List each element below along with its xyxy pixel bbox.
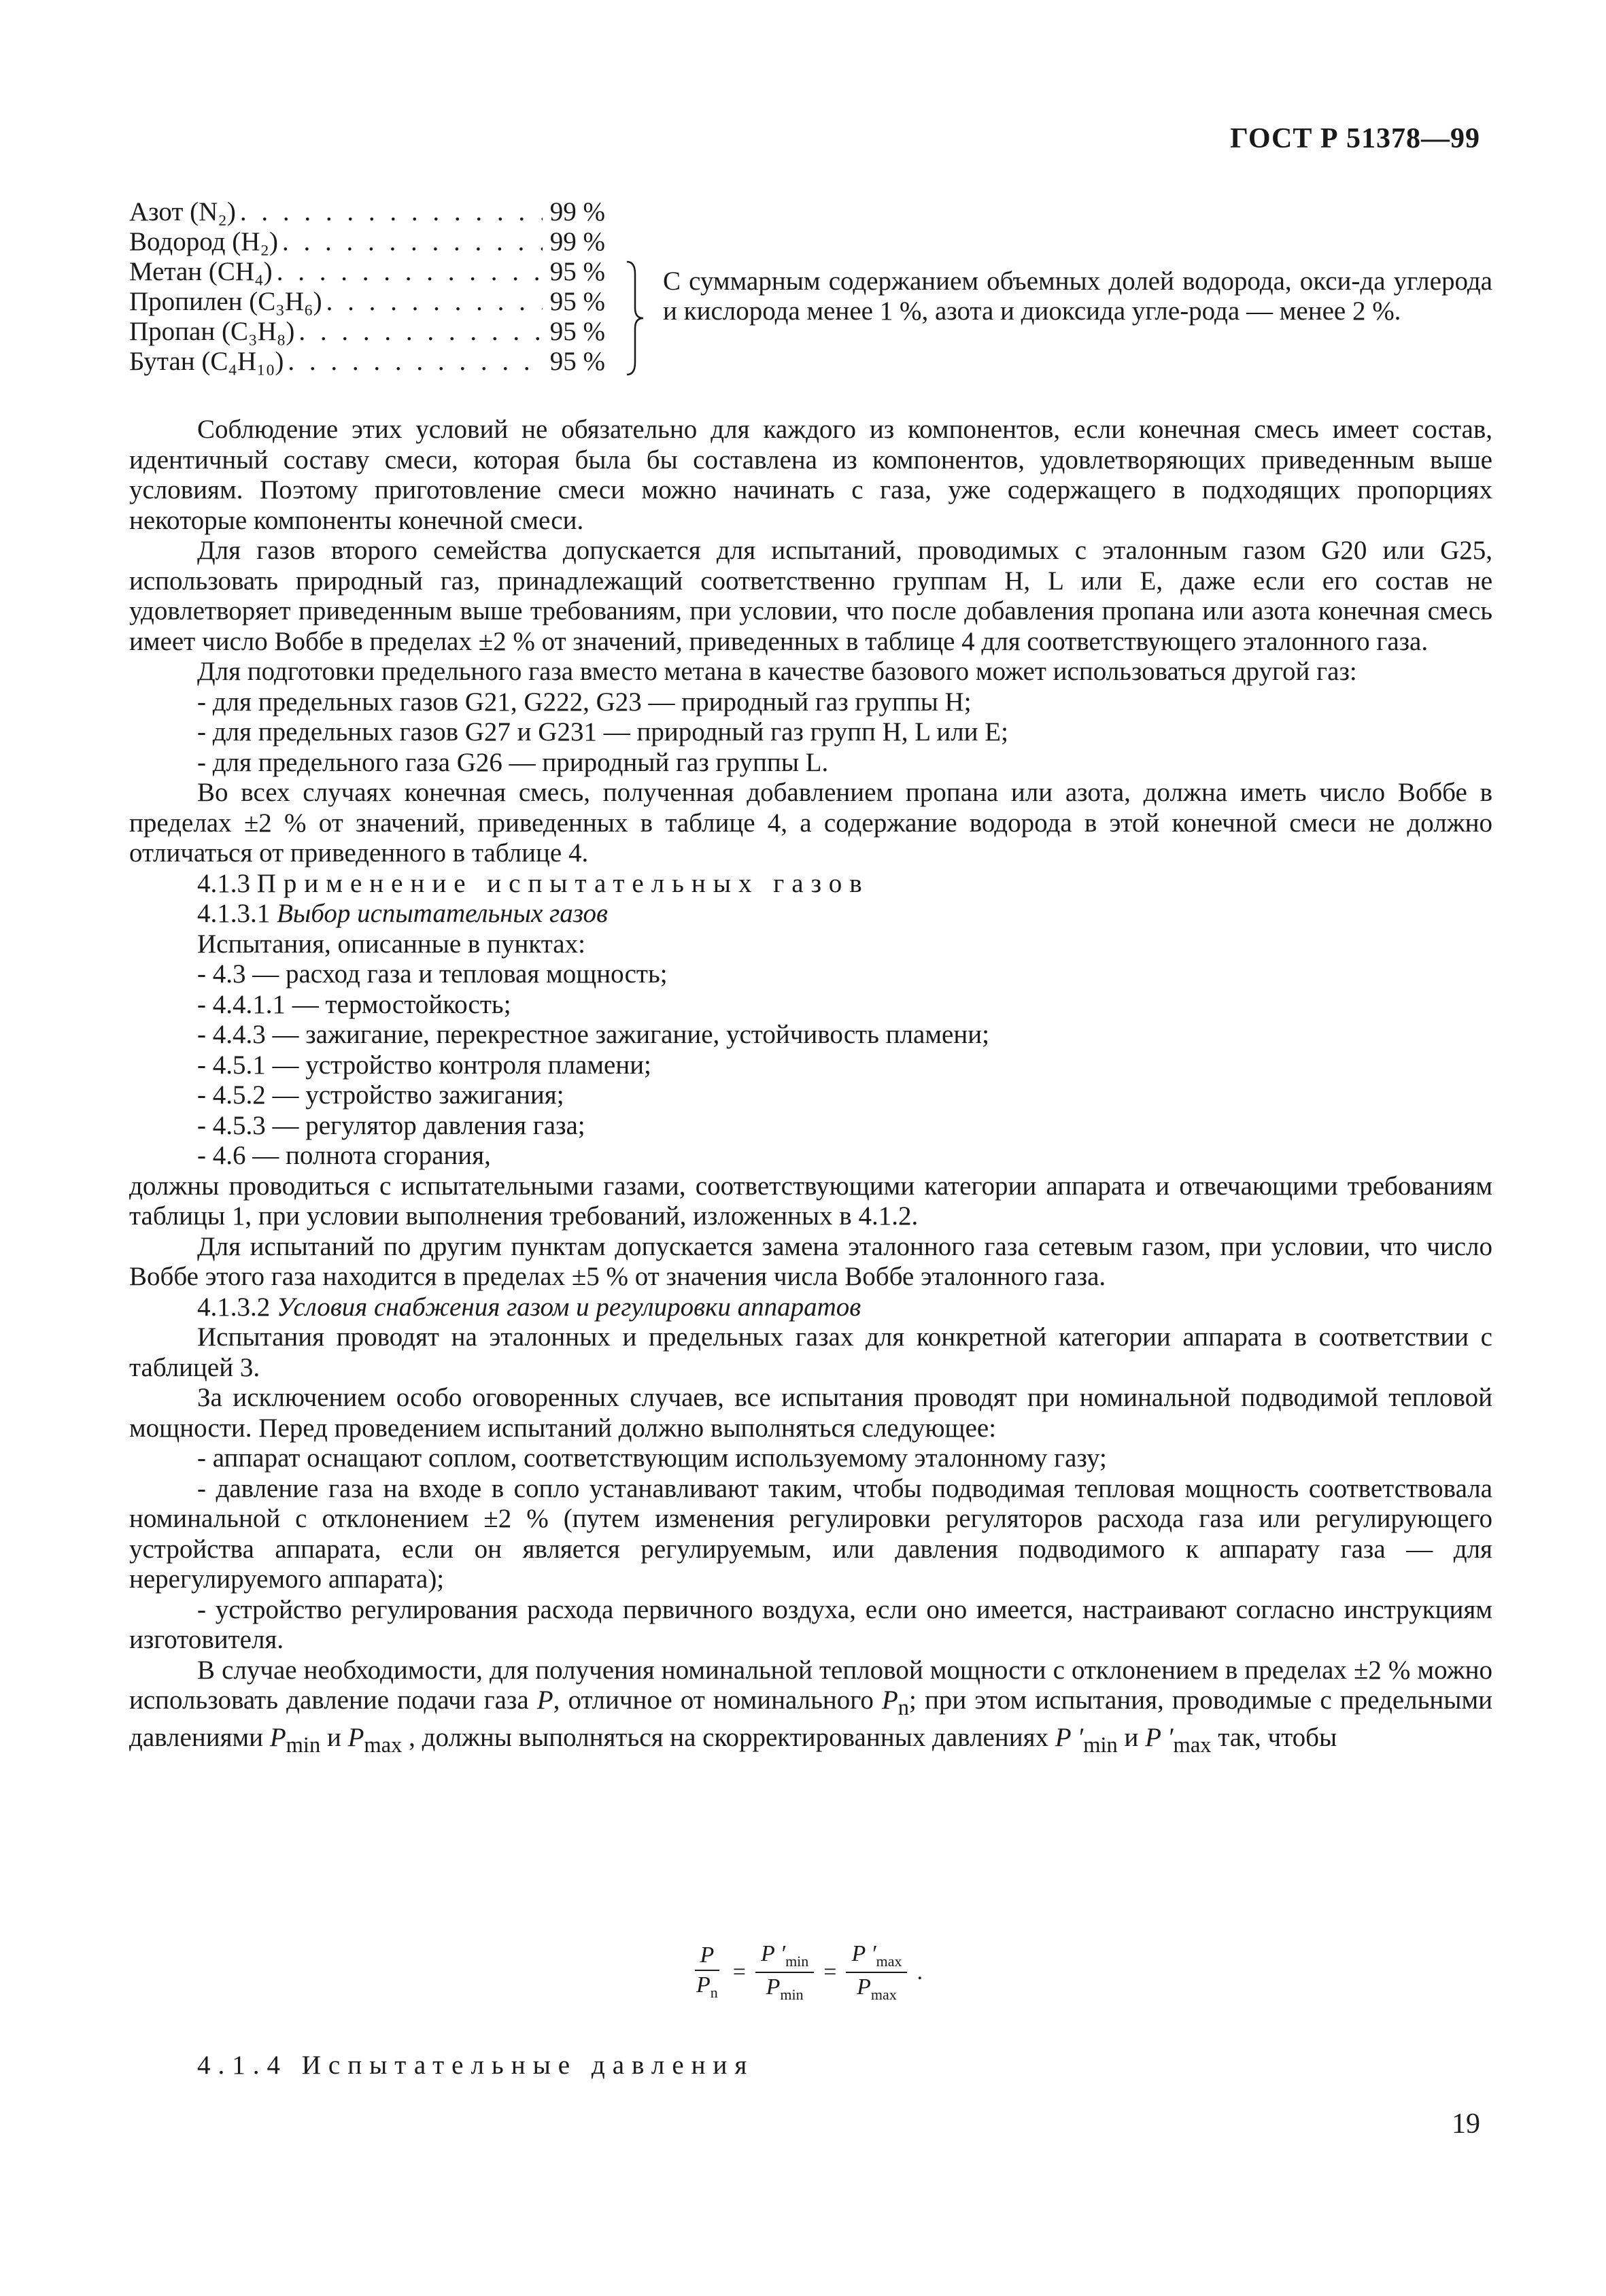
list-item: - 4.6 — полнота сгорания, — [197, 1141, 491, 1170]
page-number: 19 — [1452, 2108, 1480, 2140]
paragraph: Испытания, описанные в пунктах: — [197, 929, 585, 959]
list-item: - 4.4.3 — зажигание, перекрестное зажигание, устойчивость пламени; — [197, 1020, 989, 1049]
section-title: Условия снабжения газом и регулировки аппаратов — [277, 1292, 861, 1322]
fraction: $\frac{P '_{min}}{P_{min}}$ — [755, 1941, 814, 2004]
gas-purity-row — [129, 287, 605, 317]
gas-name: Бутан (C₄H₁₀) — [129, 347, 284, 376]
paragraph: Во всех случаях конечная смесь, полученная добавлением пропана или азота, должна иметь число Воббе в пределах ±2 % от значений, приведенных в таблице 4, а содержание водорода в этой конечной смеси не должно отличаться от приведенного в таблице 4. — [129, 778, 1492, 868]
fraction: $\frac{P}{P_n}$ — [691, 1942, 723, 2002]
list-item: - для предельных газов G21, G222, G23 — природный газ группы H; — [197, 687, 972, 717]
paragraph: Для испытаний по другим пунктам допускается замена эталонного газа сетевым газом, при условии, что число Воббе этого газа находится в пределах ±5 % от значения числа Воббе эталонного газа. — [129, 1231, 1492, 1291]
gas-purity-row — [129, 317, 605, 347]
section-title: Испытательные давления — [301, 2051, 755, 2080]
list-item: - 4.3 — расход газа и тепловая мощность; — [197, 959, 668, 989]
paragraph: Испытания проводят на эталонных и предельных газах для конкретной категории аппарата в соответствии с таблицей 3. — [129, 1322, 1492, 1382]
section-number: 4.1.3.1 — [197, 899, 271, 928]
gas-purity-row — [129, 347, 605, 377]
gas-purity-row — [129, 227, 605, 257]
section-heading-4-1-4: 4.1.4 Испытательные давления — [197, 2051, 755, 2080]
gas-percent: 99 % — [549, 197, 605, 226]
gas-name: Метан (CH₄) — [129, 257, 273, 286]
section-number: 4.1.3 — [197, 868, 250, 898]
section-title: Применение испытательных газов — [256, 868, 870, 898]
paragraph: - аппарат оснащают соплом, соответствующим используемому эталонному газу; — [197, 1443, 1107, 1473]
gas-purity-note: С суммарным содержанием объемных долей водорода, окси-да углерода и кислорода менее 1 %, азота и диоксида угле-рода — менее 2 %. — [663, 267, 1492, 326]
section-number: 4.1.3.2 — [197, 1292, 271, 1322]
gas-percent: 95 % — [549, 347, 605, 376]
list-item: - 4.4.1.1 — термостойкость; — [197, 989, 511, 1019]
gas-percent: 95 % — [549, 317, 605, 346]
gas-purity-list — [129, 197, 605, 377]
document-body — [129, 415, 1492, 1761]
section-title: Выбор испытательных газов — [277, 899, 608, 928]
list-item: - для предельного газа G26 — природный газ группы L. — [197, 747, 829, 777]
right-brace-icon — [626, 260, 645, 376]
paragraph-pressure: В случае необходимости, для получения номинальной тепловой мощности с отклонением в пределах ±2 % можно использовать давление подачи газа P, отличное от номинального $P_n$; при этом испытания, проводимые с предельными давлениями $P_{min}$ и $P_{max}$ , должны выполняться на скорректированных давлениях P $'_{min}$ и P $'_{max}$ так, чтобы — [129, 1655, 1492, 1758]
paragraph: Для подготовки предельного газа вместо метана в качестве базового может использоваться другой газ: — [197, 657, 1357, 686]
list-item: - 4.5.1 — устройство контроля пламени; — [197, 1050, 651, 1080]
gas-purity-row — [129, 197, 605, 227]
gas-name: Водород (H₂) — [129, 227, 278, 256]
section-heading-4-1-3-1 — [129, 899, 1492, 929]
paragraph: - давление газа на входе в сопло устанавливают таким, чтобы подводимая тепловая мощность соответствовала номинальной с отклонением ±2 % (путем изменения регулировки регуляторов расхода газа или регулирующего устройства аппарата, если он является регулируемым, или давления подводимого к аппарату газа — для нерегулируемого аппарата); — [129, 1473, 1492, 1594]
fraction: $\frac{P '_{max}}{P_{max}}$ — [846, 1941, 907, 2004]
gas-percent: 95 % — [549, 287, 605, 316]
list-item: - 4.5.3 — регулятор давления газа; — [197, 1110, 585, 1140]
gas-name: Пропилен (C₃H₆) — [129, 287, 322, 316]
gas-name: Пропан (C₃H₈) — [129, 317, 295, 346]
gas-name: Азот (N₂) — [129, 197, 236, 226]
paragraph: Для газов второго семейства допускается для испытаний, проводимых с эталонным газом G20 или G25, использовать природный газ, принадлежащий соответственно группам H, L или E, даже если его состав не удовлетворяет приведенным выше требованиям, при условии, что после добавления пропана или азота конечная смесь имеет число Воббе в пределах ±2 % от значений, приведенных в таблице 4 для соответствующего эталонного газа. — [129, 536, 1492, 656]
paragraph: - устройство регулирования расхода первичного воздуха, если оно имеется, настраивают согласно инструкциям изготовителя. — [129, 1594, 1492, 1654]
gas-purity-row — [129, 257, 605, 287]
paragraph: должны проводиться с испытательными газами, соответствующими категории аппарата и отвечающими требованиям таблицы 1, при условии выполнения требований, изложенных в 4.1.2. — [129, 1171, 1492, 1231]
pressure-ratio-formula: $\frac{P}{P_n}$ = $\frac{P '_{min}}{P_{min}}$ = $\frac{P '_{max}}{P_{max}}$ . — [687, 1941, 928, 2004]
list-item: - 4.5.2 — устройство зажигания; — [197, 1080, 564, 1110]
list-item: - для предельных газов G27 и G231 — природный газ групп H, L или E; — [197, 717, 1008, 747]
gas-percent: 95 % — [549, 257, 605, 286]
paragraph: Соблюдение этих условий не обязательно для каждого из компонентов, если конечная смесь имеет состав, идентичный составу смеси, которая была бы составлена из компонентов, удовлетворяющих приведенным выше условиям. Поэтому приготовление смеси можно начинать с газа, уже содержащего в подходящих пропорциях некоторые компоненты конечной смеси. — [129, 415, 1492, 535]
document-code: ГОСТ Р 51378—99 — [1230, 123, 1480, 154]
paragraph: За исключением особо оговоренных случаев, все испытания проводят при номинальной подводимой тепловой мощности. Перед проведением испытаний должно выполняться следующее: — [129, 1383, 1492, 1443]
section-heading-4-1-3-2 — [129, 1292, 1492, 1323]
section-heading-4-1-3 — [129, 869, 1492, 899]
gas-percent: 99 % — [549, 227, 605, 256]
